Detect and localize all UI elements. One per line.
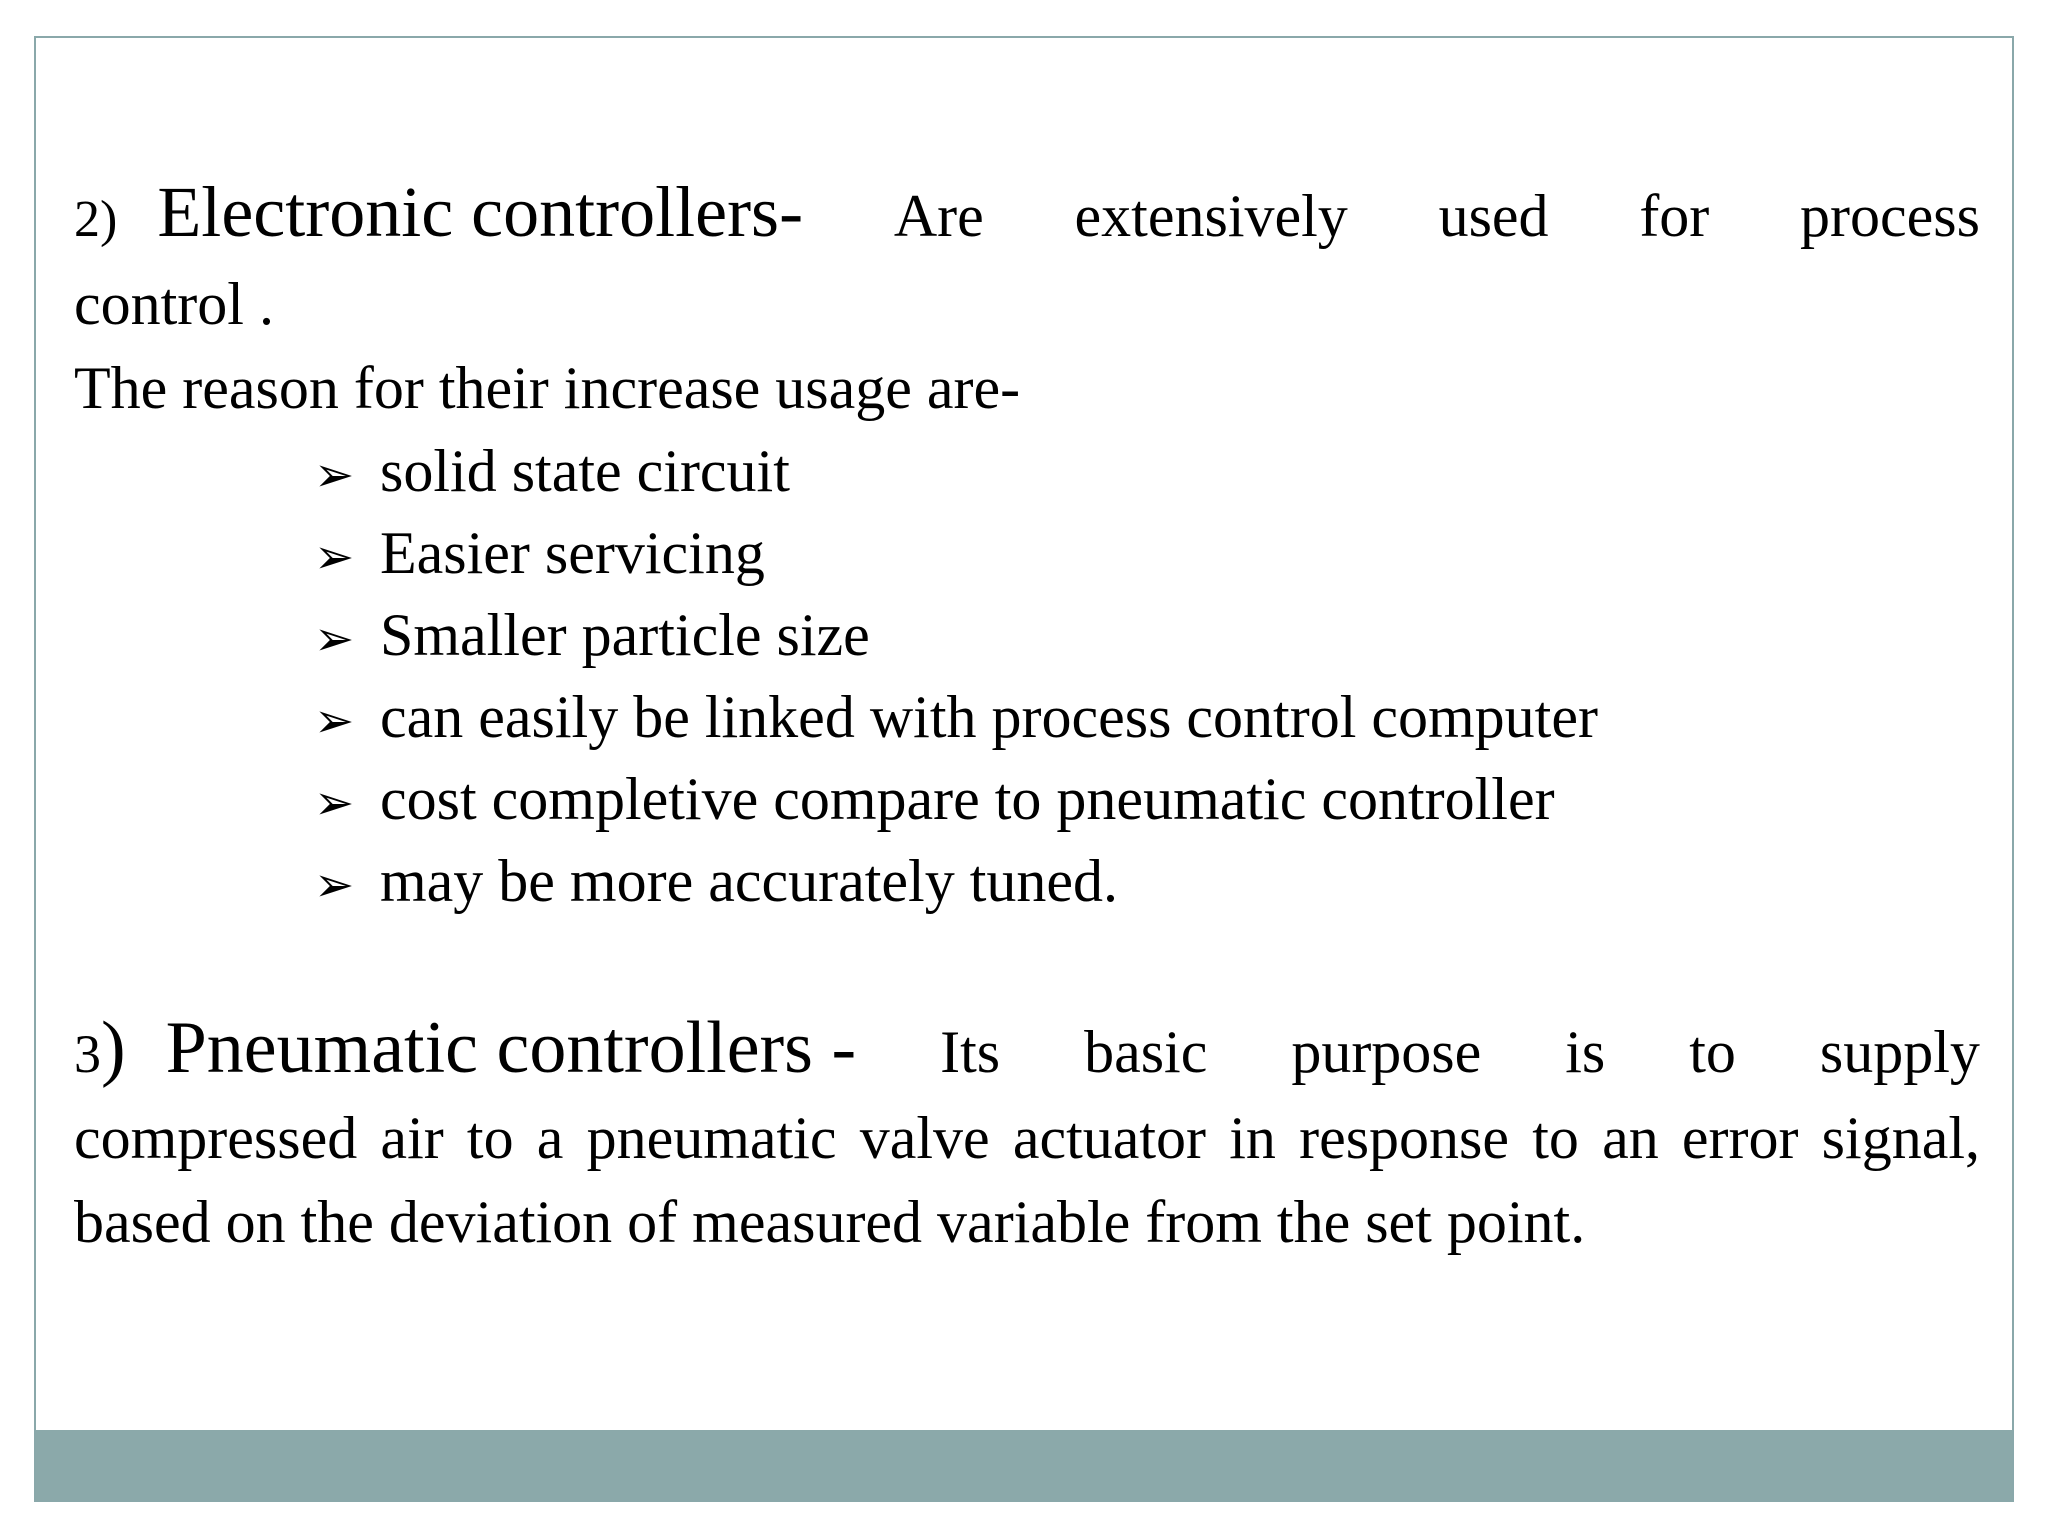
list-item xyxy=(314,840,1980,922)
bullet-text: Smaller particle size xyxy=(380,602,870,668)
arrowhead-bullet-icon: ➢ xyxy=(314,611,355,667)
section3-word: supply xyxy=(1819,1019,1980,1085)
section3-lead xyxy=(74,1006,856,1096)
bullet-text: cost completive compare to pneumatic controller xyxy=(380,766,1555,832)
section3-word: purpose xyxy=(1291,1019,1482,1085)
bullet-text: can easily be linked with process control computer xyxy=(380,684,1598,750)
slide-content xyxy=(74,170,1980,1264)
section3-paren: ) xyxy=(101,1007,126,1089)
arrowhead-bullet-icon: ➢ xyxy=(314,857,355,913)
list-item xyxy=(314,594,1980,676)
section3-word: to xyxy=(1689,1019,1736,1085)
bullet-text: Easier servicing xyxy=(380,520,765,586)
section3-number: 3 xyxy=(74,1024,101,1084)
section2-word: process xyxy=(1800,183,1980,249)
bullet-text: solid state circuit xyxy=(380,438,790,504)
section3-word: is xyxy=(1565,1019,1606,1085)
section3-first-line xyxy=(74,1006,1980,1096)
list-item xyxy=(314,758,1980,840)
section2-word: extensively xyxy=(1074,183,1348,249)
section2-lead xyxy=(74,170,803,262)
section3-body: compressed air to a pneumatic valve actuator in response to an error signal, based on the deviation of measured variable from the set point. xyxy=(74,1105,1980,1255)
bullet-text: may be more accurately tuned. xyxy=(380,848,1118,914)
section2-reason-intro: The reason for their increase usage are- xyxy=(74,355,1021,421)
slide xyxy=(34,36,2014,1502)
section2-number: 2) xyxy=(74,191,118,248)
list-item xyxy=(314,430,1980,512)
section2-first-line xyxy=(74,170,1980,262)
arrowhead-bullet-icon: ➢ xyxy=(314,447,355,503)
list-item xyxy=(314,512,1980,594)
arrowhead-bullet-icon: ➢ xyxy=(314,693,355,749)
section2-word: for xyxy=(1639,183,1710,249)
section3-word: Its xyxy=(940,1019,1001,1085)
arrowhead-bullet-icon: ➢ xyxy=(314,529,355,585)
arrowhead-bullet-icon: ➢ xyxy=(314,775,355,831)
footer-band xyxy=(36,1430,2012,1500)
section2-bullet-list xyxy=(74,430,1980,922)
section3-word: basic xyxy=(1084,1019,1208,1085)
list-item xyxy=(314,676,1980,758)
section2-word: used xyxy=(1438,183,1549,249)
section2-heading: Electronic controllers- xyxy=(157,172,804,252)
section-spacer xyxy=(74,922,1980,1006)
section3-heading: Pneumatic controllers - xyxy=(165,1007,857,1089)
section2-continuation: control . xyxy=(74,271,274,337)
section2-word: Are xyxy=(893,183,984,249)
